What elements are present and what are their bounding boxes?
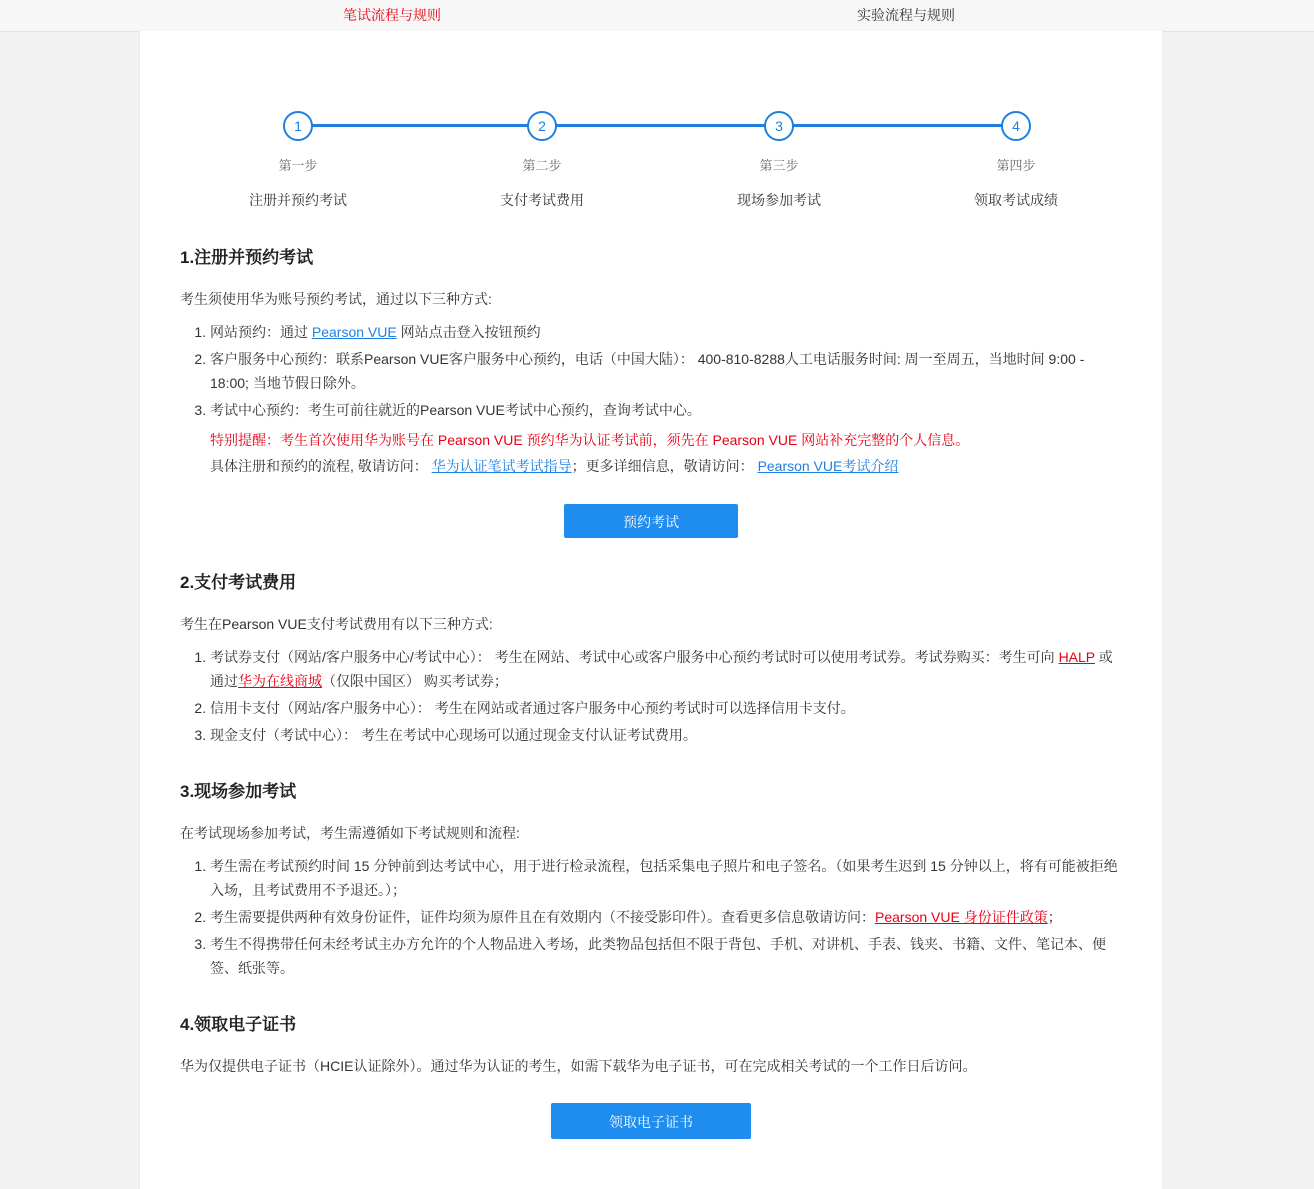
- step-1: [218, 83, 378, 210]
- pearson-vue-link[interactable]: Pearson VUE: [311, 324, 397, 340]
- section-payment: [140, 568, 1162, 747]
- stepper-connector-line: [298, 124, 1018, 127]
- section-onsite-exam: [140, 777, 1162, 980]
- section-4-intro: 华为仅提供电子证书（HCIE认证除外）。通过华为认证的考生，如需下载华为电子证书，可在完成相关考试的一个工作日后访问。: [180, 1058, 977, 1074]
- content-card: [139, 31, 1163, 1189]
- section-1-intro: 考生须使用华为账号预约考试，通过以下三种方式:: [180, 291, 492, 307]
- section-register: [140, 243, 1162, 538]
- exam-item2-pre: 考生需要提供两种有效身份证件，证件均须为原件且在有效期内（不接受影印件）。查看更多信息敬请访问：: [210, 909, 875, 925]
- section-1-links-line: [210, 454, 1122, 478]
- get-certificate-button[interactable]: 领取电子证书: [551, 1103, 751, 1139]
- exam-item2-post: ；: [1047, 909, 1062, 925]
- step-3-label: 现场参加考试: [737, 192, 821, 208]
- halp-link[interactable]: HALP: [1058, 649, 1095, 665]
- list-item: 2. 客户服务中心预约：联系Pearson VUE客户服务中心预约，电话（中国大陆）： 400-810-8288人工电话服务时间: 周一至周五，当地时间 9:00 - 18:00; 当地节假日除外。: [210, 347, 1122, 395]
- process-stepper: [140, 83, 1162, 213]
- section-3-list: [180, 854, 1122, 980]
- step-4-sub: 第四步: [996, 158, 1036, 173]
- pay-item1-mid: 或通过: [210, 649, 1113, 689]
- list-item: [210, 905, 1122, 929]
- step-2-sub: 第二步: [522, 158, 562, 173]
- item1-pre: 网站预约：通过: [210, 324, 312, 340]
- list-item: 2. 信用卡支付（网站/客户服务中心）： 考生在网站或者通过客户服务中心预约考试时可以选择信用卡支付。: [210, 696, 1122, 720]
- tab-written-exam[interactable]: 笔试流程与规则: [343, 7, 441, 23]
- section-3-title: 3.现场参加考试: [180, 782, 297, 801]
- step-4: [936, 83, 1096, 210]
- list-item: 1. 考生需在考试预约时间 15 分钟前到达考试中心，用于进行检录流程，包括采集电子照片和电子签名。（如果考生迟到 15 分钟以上，将有可能被拒绝入场，且考试费用不予退还。）；: [210, 854, 1122, 902]
- appointment-button-wrap: [180, 504, 1122, 538]
- section-2-intro: 考生在Pearson VUE支付考试费用有以下三种方式:: [180, 616, 493, 632]
- step-2-label: 支付考试费用: [500, 192, 584, 208]
- written-exam-guide-link[interactable]: 华为认证笔试考试指导: [431, 458, 572, 474]
- pay-item1-pre: 考试券支付（网站/客户服务中心/考试中心）： 考生在网站、考试中心或客户服务中心预约考试时可以使用考试券。考试券购买：考生可向: [210, 649, 1059, 665]
- step-2: [462, 83, 622, 210]
- pay-item1-post: （仅限中国区） 购买考试券；: [322, 673, 508, 689]
- section-certificate: [140, 1010, 1162, 1189]
- section-2-list: [180, 645, 1122, 747]
- step-3: [699, 83, 859, 210]
- list-item: 3. 考生不得携带任何未经考试主办方允许的个人物品进入考场，此类物品包括但不限于背包、手机、对讲机、手表、钱夹、书籍、文件、笔记本、便签、纸张等。: [210, 932, 1122, 980]
- step-2-circle: 2: [527, 111, 557, 141]
- appointment-button[interactable]: 预约考试: [564, 504, 738, 538]
- section-4-title: 4.领取电子证书: [180, 1015, 297, 1034]
- section-1-title: 1.注册并预约考试: [180, 248, 314, 267]
- special-notice: 特别提醒：考生首次使用华为账号在 Pearson VUE 预约华为认证考试前，须先在 Pearson VUE 网站补充完整的个人信息。: [210, 432, 970, 448]
- step-4-circle: 4: [1001, 111, 1031, 141]
- huawei-online-store-link[interactable]: 华为在线商城: [238, 673, 322, 689]
- pearson-vue-intro-link[interactable]: Pearson VUE考试介绍: [757, 458, 899, 474]
- step-1-label: 注册并预约考试: [249, 192, 347, 208]
- note-plain-mid: ；更多详细信息，敬请访问：: [571, 458, 754, 474]
- tab-lab-exam[interactable]: 实验流程与规则: [857, 7, 955, 23]
- step-4-label: 领取考试成绩: [974, 192, 1058, 208]
- step-1-sub: 第一步: [278, 158, 318, 173]
- step-3-sub: 第三步: [759, 158, 799, 173]
- bottom-spacer: [180, 1149, 1122, 1189]
- step-3-circle: 3: [764, 111, 794, 141]
- section-1-list: [180, 320, 1122, 422]
- list-item: 3. 考试中心预约：考生可前往就近的Pearson VUE考试中心预约，查询考试中心。: [210, 398, 1122, 422]
- note-plain-pre: 具体注册和预约的流程, 敬请访问：: [210, 458, 428, 474]
- section-2-title: 2.支付考试费用: [180, 573, 297, 592]
- section-3-intro: 在考试现场参加考试，考生需遵循如下考试规则和流程:: [180, 825, 520, 841]
- id-policy-link[interactable]: Pearson VUE 身份证件政策: [875, 909, 1048, 925]
- list-item: 3. 现金支付（考试中心）： 考生在考试中心现场可以通过现金支付认证考试费用。: [210, 723, 1122, 747]
- list-item: [210, 320, 1122, 344]
- tab-bar: [0, 0, 1314, 32]
- list-item: [210, 645, 1122, 693]
- step-1-circle: 1: [283, 111, 313, 141]
- certificate-button-wrap: [180, 1103, 1122, 1139]
- item1-post: 网站点击登入按钮预约: [396, 324, 541, 340]
